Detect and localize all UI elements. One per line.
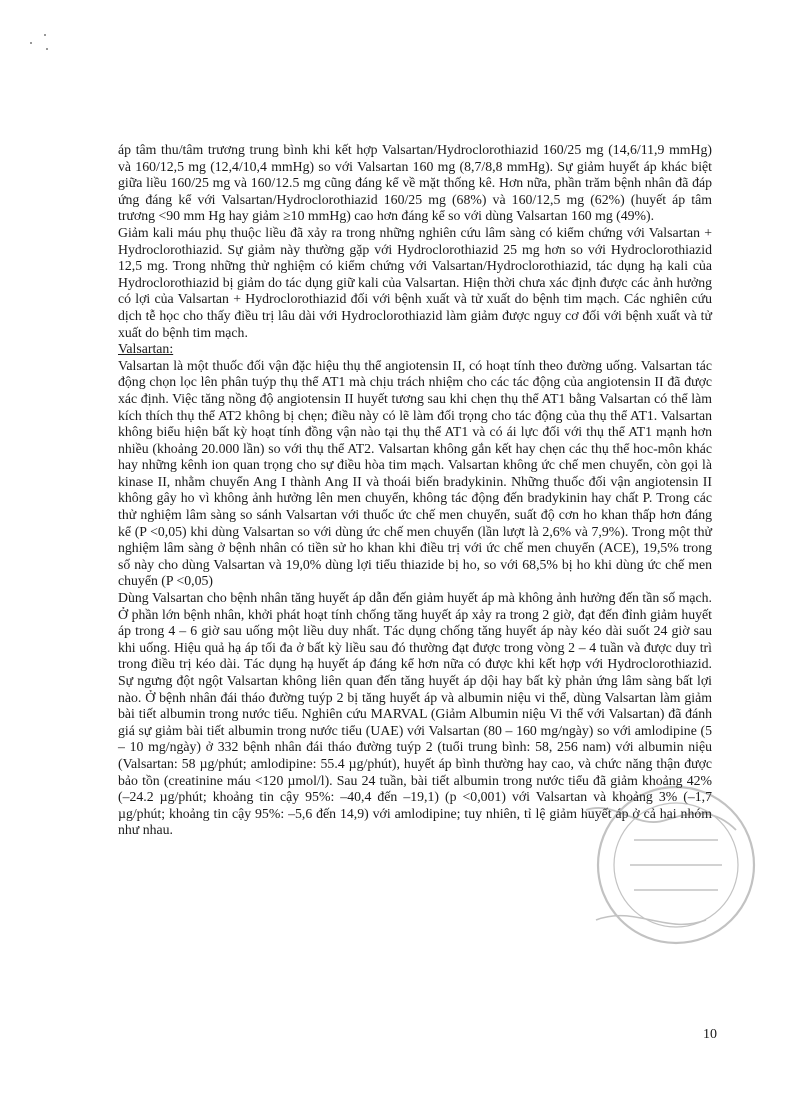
scan-speck: [44, 34, 46, 36]
paragraph-valsartan-clinical: Dùng Valsartan cho bệnh nhân tăng huyết áp dẫn đến giảm huyết áp mà không ảnh hưởng đến tần số mạch. Ở phần lớn bệnh nhân, khởi phát hoạt tính chống tăng huyết áp xảy ra trong 2 giờ, đạt đến đỉnh giảm huyết áp trong 4 – 6 giờ sau uống một liều duy nhất. Tác dụng chống tăng huyết áp này kéo dài suốt 24 giờ sau khi uống. Hiệu quả hạ áp tối đa ở bất kỳ liều sau đó thường đạt được trong vòng 2 – 4 tuần và được duy trì trong điều trị kéo dài. Tác dụng hạ huyết áp đáng kể hơn nữa có được khi kết hợp với Hydroclorothiazid. Sự ngưng đột ngột Valsartan không liên quan đến tăng huyết áp dội hay bất kỳ phản ứng lâm sàng bất lợi nào. Ở bệnh nhân đái tháo đường tuýp 2 bị tăng huyết áp và albumin niệu vi thể, dùng Valsartan làm giảm bài tiết albumin trong nước tiểu. Nghiên cứu MARVAL (Giảm Albumin niệu Vi thể với Valsartan) đã đánh giá sự giảm bài tiết albumin trong nước tiểu (UAE) với Valsartan (80 – 160 mg/ngày) so với amlodipine (5 – 10 mg/ngày) ở 332 bệnh nhân đái tháo đường tuýp 2 (tuổi trung bình: 58, 256 nam) với albumin niệu (Valsartan: 58 µg/phút; amlodipine: 55.4 µg/phút), huyết áp bình thường hay cao, và chức năng thận được bảo tồn (creatinine máu <120 µmol/l). Sau 24 tuần, bài tiết albumin trong nước tiểu đã giảm khoảng 42% (–24.2 µg/phút; khoảng tin cậy 95%: –40,4 đến –19,1) (p <0,001) với Valsartan và khoảng 3% (–1,7 µg/phút; khoảng tin cậy 95%: –5,6 đến 14,9) với amlodipine; tuy nhiên, tỉ lệ giảm huyết áp ở cả hai nhóm như nhau.: [118, 590, 712, 838]
page-number: 10: [703, 1027, 717, 1042]
section-heading-valsartan: Valsartan:: [118, 341, 174, 357]
scan-speck: [46, 48, 48, 50]
paragraph-hypokalemia: Giảm kali máu phụ thuộc liều đã xảy ra trong những nghiên cứu lâm sàng có kiểm chứng với Valsartan + Hydroclorothiazid. Sự giảm này thường gặp với Hydroclorothiazid 25 mg hơn so với Hydroclorothiazid 12,5 mg. Trong những thử nghiệm có kiểm chứng với Valsartan/Hydroclorothiazid, tác dụng hạ kali của Hydroclorothiazid bị giảm do tác dụng giữ kali của Valsartan. Hiện thời chưa xác định được các ảnh hưởng có lợi của Valsartan + Hydroclorothiazid đối với bệnh xuất và tử xuất do bệnh tim mạch. Các nghiên cứu dịch tễ học cho thấy điều trị lâu dài với Hydroclorothiazid làm giảm được nguy cơ đối với bệnh xuất và tử xuất do bệnh tim mạch.: [118, 224, 712, 340]
document-body: [118, 142, 712, 839]
scan-specks: [28, 30, 68, 60]
paragraph-valsartan-mechanism: Valsartan là một thuốc đối vận đặc hiệu thụ thể angiotensin II, có hoạt tính theo đường uống. Valsartan tác động chọn lọc lên phân tuýp thụ thể AT1 mà chịu trách nhiệm cho các tác động của angiotensin II đã được xác định. Việc tăng nồng độ angiotensin II huyết tương sau khi chẹn thụ thể AT1 bằng Valsartan có thể làm kích thích thụ thể AT2 không bị chẹn; điều này có lẽ làm đối trọng cho tác động của thụ thể AT1. Valsartan không biểu hiện bất kỳ hoạt tính đồng vận nào tại thụ thể AT1 và có ái lực đối với thụ thể AT1 mạnh hơn nhiều (khoảng 20.000 lần) so với thụ thể AT2. Valsartan không gắn kết hay chẹn các thụ thể hoc-môn khác hay những kênh ion quan trọng cho sự điều hòa tim mạch. Valsartan không ức chế men chuyển, còn gọi là kinase II, nhằm chuyển Ang I thành Ang II và thoái biến bradykinin. Những thuốc đối vận angiotensin II không gây ho vì không ảnh hưởng lên men chuyển, không tác động đến bradykinin hay chất P. Trong các thử nghiệm lâm sàng so sánh Valsartan với thuốc ức chế men chuyển, suất độ cơn ho khan thấp hơn đáng kể (P <0,05) khi dùng Valsartan so với dùng ức chế men chuyển (lần lượt là 2,6% và 7,9%). Trong một thử nghiệm lâm sàng ở bệnh nhân có tiền sử ho khan khi điều trị với ức chế men chuyển (ACE), 19,5% trong số này cho dùng Valsartan và 19,0% dùng lợi tiểu thiazide bị ho, so với 68,5% bị ho khi dùng ức chế men chuyển (P <0,05): [118, 357, 712, 589]
paragraph-systolic-diastolic: áp tâm thu/tâm trương trung bình khi kết hợp Valsartan/Hydroclorothiazid 160/25 mg (14,6/11,9 mmHg) và 160/12,5 mg (12,4/10,4 mmHg) so với Valsartan 160 mg (8,7/8,8 mmHg). Sự giảm huyết áp khác biệt giữa liều 160/25 mg và 160/12.5 mg cũng đáng kể về mặt thống kê. Hơn nữa, phần trăm bệnh nhân đã đáp ứng đáng kể với Valsartan/Hydroclorothiazid 160/25 mg (68%) và 160/12,5 mg (62%) (huyết áp tâm trương <90 mm Hg hay giảm ≥10 mmHg) cao hơn đáng kể so với dùng Valsartan 160 mg (49%).: [118, 142, 712, 224]
scan-speck: [30, 42, 32, 44]
